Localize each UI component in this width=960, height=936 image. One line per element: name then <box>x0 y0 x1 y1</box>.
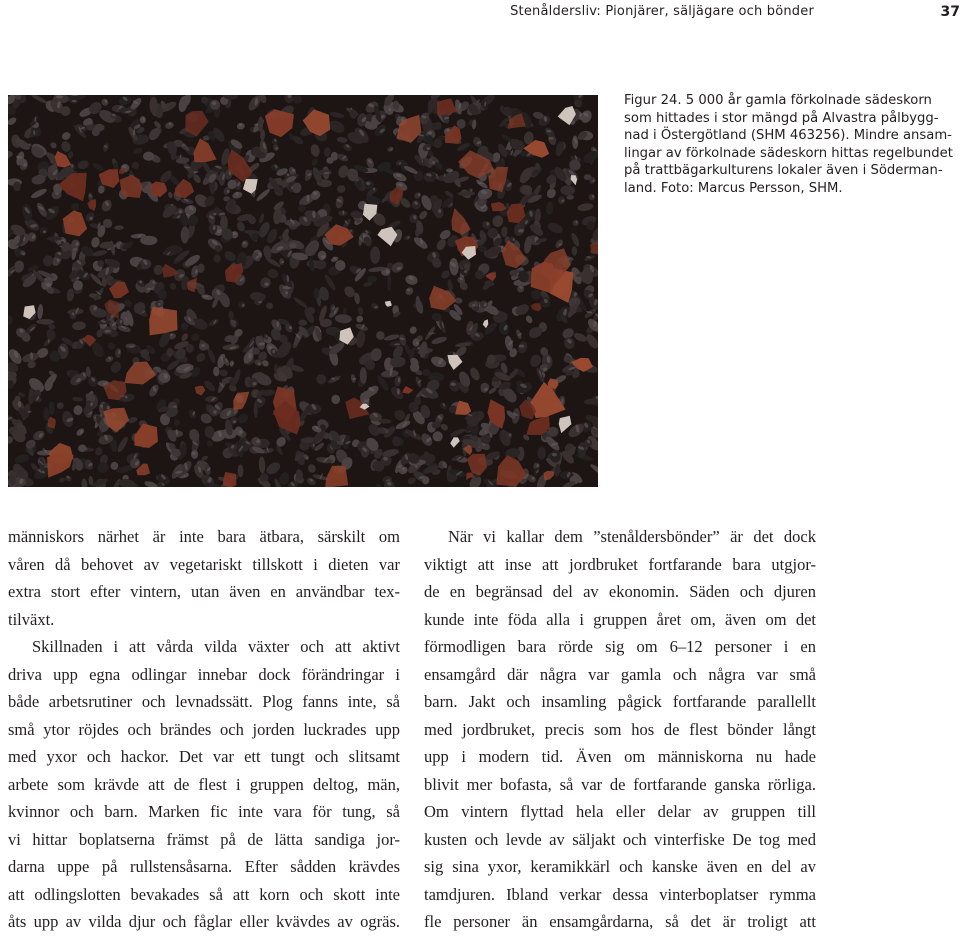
caption-line: land. Foto: Marcus Persson, SHM. <box>624 180 960 198</box>
caption-line: Figur 24. 5 000 år gamla förkolnade sädeskorn <box>624 92 960 110</box>
body-line: våren då behovet av vegetariskt tillskott i dieten var <box>8 551 400 579</box>
body-line: barn. Jakt och insamling pågick fortfarande parallellt <box>424 688 816 716</box>
caption-line: på trattbägarkulturens lokaler även i Söderman- <box>624 162 960 180</box>
body-line: viktigt att inse att jordbruket fortfarande bara utgjor- <box>424 551 816 579</box>
body-line: arbete som krävde att de flest i gruppen deltog, män, <box>8 771 400 799</box>
body-line: tilväxt. <box>8 606 400 634</box>
body-line: förmodligen bara rörde sig om 6–12 personer i en <box>424 633 816 661</box>
body-line: tamdjuren. Ibland verkar dessa vinterboplatser rymma <box>424 881 816 909</box>
body-line: de en begränsad del av ekonomin. Säden och djuren <box>424 578 816 606</box>
body-line: upp i modern tid. Även om människorna nu hade <box>424 743 816 771</box>
figure-caption <box>624 92 960 197</box>
running-head <box>0 4 960 20</box>
body-line: vi hittar boplatserna främst på de lätta sandiga jor- <box>8 826 400 854</box>
body-line: extra stort efter vintern, utan även en användbar tex- <box>8 578 400 606</box>
body-line: att odlingslotten bevakades så att korn och skott inte <box>8 881 400 909</box>
page-number: 37 <box>941 4 960 20</box>
caption-line: som hittades i stor mängd på Alvastra pålbygg- <box>624 110 960 128</box>
body-line: ensamgård där några var gamla och några var små <box>424 661 816 689</box>
running-title: Stenåldersliv: Pionjärer, säljägare och bönder <box>510 4 814 19</box>
body-line: med yxor och hackor. Det var ett tungt och slitsamt <box>8 743 400 771</box>
body-line: fle personer än ensamgårdarna, så det är troligt att <box>424 908 816 936</box>
body-line: Skillnaden i att vårda vilda växter och att aktivt <box>8 633 400 661</box>
caption-line: nad i Östergötland (SHM 463256). Mindre ansam- <box>624 127 960 145</box>
body-line: kusten och levde av säljakt och vinterfiske De tog med <box>424 826 816 854</box>
body-line: kunde inte föda alla i gruppen året om, även om det <box>424 606 816 634</box>
body-line: Om vintern flyttad hela eller delar av gruppen till <box>424 798 816 826</box>
caption-line: lingar av förkolnade sädeskorn hittas regelbundet <box>624 145 960 163</box>
body-line: människors närhet är inte bara ätbara, särskilt om <box>8 523 400 551</box>
body-line: darna uppe på rullstensåsarna. Efter sådden krävdes <box>8 853 400 881</box>
body-line: både arbetsrutiner och levnadssätt. Plog fanns inte, så <box>8 688 400 716</box>
body-line: kvinnor och barn. Marken fic inte vara för tung, så <box>8 798 400 826</box>
body-line: med jordbruket, precis som hos de flest bönder långt <box>424 716 816 744</box>
body-column-left <box>8 523 400 936</box>
body-line: driva upp egna odlingar innebar dock förändringar i <box>8 661 400 689</box>
body-line: sig sina yxor, keramikkärl och kanske även en del av <box>424 853 816 881</box>
body-line: När vi kallar dem ”stenåldersbönder” är det dock <box>424 523 816 551</box>
charred-grain-photo <box>8 95 598 487</box>
body-line: åts upp av vilda djur och fåglar eller kvävdes av ogräs. <box>8 908 400 936</box>
body-line: blivit mer bofasta, så var de fortfarande ganska rörliga. <box>424 771 816 799</box>
body-column-right <box>424 523 816 936</box>
body-line: små ytor röjdes och brändes och jorden luckrades upp <box>8 716 400 744</box>
charred-grain-photo-image <box>8 95 598 487</box>
